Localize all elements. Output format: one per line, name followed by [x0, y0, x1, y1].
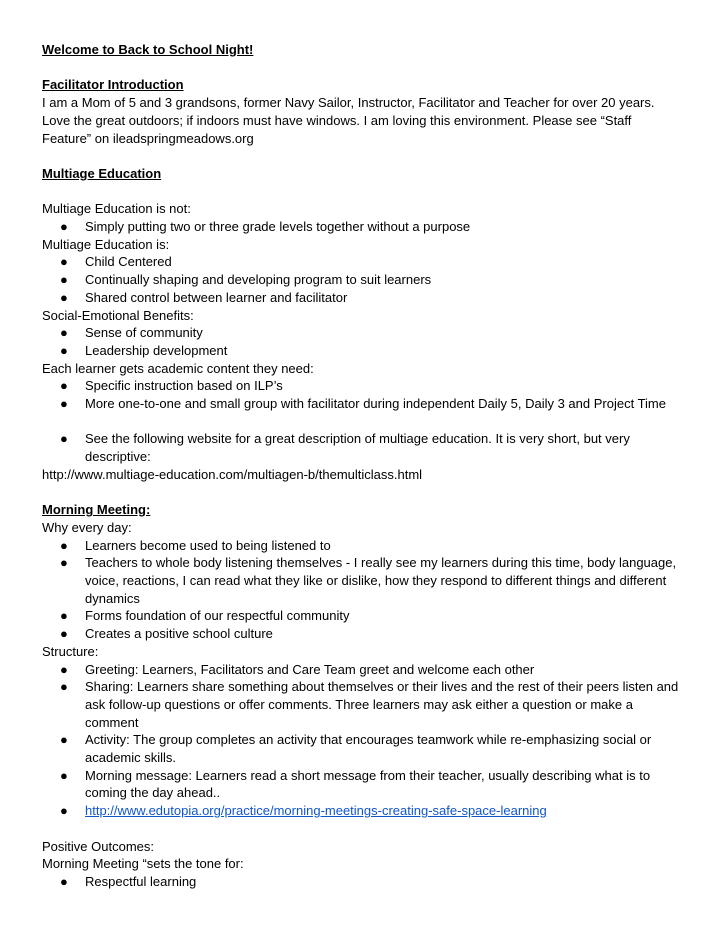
- list-item-text: Sense of community: [85, 325, 203, 341]
- academic-list: [42, 377, 682, 412]
- bullet-icon: ●: [60, 431, 68, 447]
- list-item-text: Creates a positive school culture: [85, 626, 273, 642]
- list-item-text: See the following website for a great description of multiage education. It is very short, but very descriptive:: [85, 431, 630, 465]
- positive-outcomes-label: Positive Outcomes:: [42, 838, 154, 854]
- list-item: [42, 554, 682, 607]
- list-item-text: Greeting: Learners, Facilitators and Care Team greet and welcome each other: [85, 661, 535, 677]
- bullet-icon: ●: [60, 767, 68, 783]
- page-title: Welcome to Back to School Night!: [42, 42, 254, 57]
- bullet-icon: ●: [60, 679, 68, 695]
- multiage-is-list: [42, 253, 682, 306]
- list-item-text: Teachers to whole body listening themselves - I really see my learners during this time, body language, voice, reactions, I can read what they like or dislike, how they respond to different things and different dynamics: [85, 555, 677, 606]
- structure-label: Structure:: [42, 643, 99, 659]
- list-item: [42, 289, 682, 307]
- spacer: [42, 183, 682, 201]
- list-item: [42, 873, 682, 891]
- outcomes-intro: Morning Meeting “sets the tone for:: [42, 856, 244, 872]
- multiage-is-not-list: [42, 218, 682, 236]
- website-list: [42, 430, 682, 465]
- list-item: [42, 342, 682, 360]
- list-item: [42, 661, 682, 679]
- multiage-website-url: http://www.multiage-education.com/multiagen-b/themulticlass.html: [42, 466, 423, 482]
- bullet-icon: ●: [60, 254, 68, 270]
- list-item: [42, 731, 682, 766]
- bullet-icon: ●: [60, 325, 68, 341]
- bullet-icon: ●: [60, 396, 68, 412]
- list-item: [42, 253, 682, 271]
- list-item-text: Morning message: Learners read a short message from their teacher, usually describing what is to coming the day ahead..: [85, 767, 651, 801]
- bullet-icon: ●: [60, 537, 68, 553]
- list-item: [42, 537, 682, 555]
- list-item: [42, 625, 682, 643]
- multiage-is-label: Multiage Education is:: [42, 236, 170, 252]
- list-item-text: Leadership development: [85, 342, 228, 358]
- list-item: [42, 395, 682, 413]
- list-item-text: Sharing: Learners share something about themselves or their lives and the rest of their peers listen and ask follow-up questions or offer comments. Three learners may ask either a question or make a comment: [85, 679, 679, 730]
- list-item-text: Learners become used to being listened to: [85, 537, 331, 553]
- list-item-text: Respectful learning: [85, 873, 197, 889]
- list-item: [42, 430, 682, 465]
- list-item-text: Activity: The group completes an activity that encourages teamwork while re-emphasizing social or academic skills.: [85, 732, 652, 766]
- bullet-icon: ●: [60, 608, 68, 624]
- list-item-text: Specific instruction based on ILP’s: [85, 378, 283, 394]
- spacer: [42, 147, 682, 165]
- why-every-day-list: [42, 537, 682, 643]
- social-emotional-label: Social-Emotional Benefits:: [42, 307, 194, 323]
- list-item-text: Shared control between learner and facilitator: [85, 289, 348, 305]
- bullet-icon: ●: [60, 555, 68, 571]
- outcomes-list: [42, 873, 682, 891]
- spacer: [42, 413, 682, 431]
- bullet-icon: ●: [60, 732, 68, 748]
- bullet-icon: ●: [60, 342, 68, 358]
- bullet-icon: ●: [60, 218, 68, 234]
- facilitator-heading: Facilitator Introduction: [42, 77, 184, 93]
- bullet-icon: ●: [60, 873, 68, 889]
- list-item: [42, 377, 682, 395]
- multiage-is-not-label: Multiage Education is not:: [42, 201, 191, 217]
- list-item: [42, 802, 682, 820]
- facilitator-text: I am a Mom of 5 and 3 grandsons, former Navy Sailor, Instructor, Facilitator and Teacher for over 20 years. Love the great outdoors; if indoors must have windows. I am loving this environment. Please see “Staff Feature” on ileadspringmeadows.org: [42, 95, 655, 146]
- document-body: [42, 41, 682, 891]
- list-item-text: Child Centered: [85, 254, 172, 270]
- social-emotional-list: [42, 324, 682, 359]
- list-item: [42, 767, 682, 802]
- list-item-text: Continually shaping and developing program to suit learners: [85, 272, 432, 288]
- list-item: [42, 678, 682, 731]
- list-item: [42, 607, 682, 625]
- bullet-icon: ●: [60, 626, 68, 642]
- structure-list: [42, 661, 682, 820]
- list-item: [42, 218, 682, 236]
- edutopia-link[interactable]: http://www.edutopia.org/practice/morning-meetings-creating-safe-space-learning: [85, 803, 547, 819]
- spacer: [42, 59, 682, 77]
- academic-label: Each learner gets academic content they need:: [42, 360, 314, 376]
- bullet-icon: ●: [60, 378, 68, 394]
- multiage-heading: Multiage Education: [42, 165, 162, 181]
- bullet-icon: ●: [60, 803, 68, 819]
- bullet-icon: ●: [60, 661, 68, 677]
- list-item-text: Forms foundation of our respectful community: [85, 608, 350, 624]
- spacer: [42, 820, 682, 838]
- list-item: [42, 271, 682, 289]
- list-item-text: Simply putting two or three grade levels together without a purpose: [85, 218, 471, 234]
- bullet-icon: ●: [60, 289, 68, 305]
- list-item: [42, 324, 682, 342]
- spacer: [42, 484, 682, 502]
- bullet-icon: ●: [60, 272, 68, 288]
- morning-meeting-heading: Morning Meeting:: [42, 502, 151, 518]
- list-item-text: More one-to-one and small group with facilitator during independent Daily 5, Daily 3 and Project Time: [85, 396, 666, 412]
- why-every-day-label: Why every day:: [42, 519, 132, 535]
